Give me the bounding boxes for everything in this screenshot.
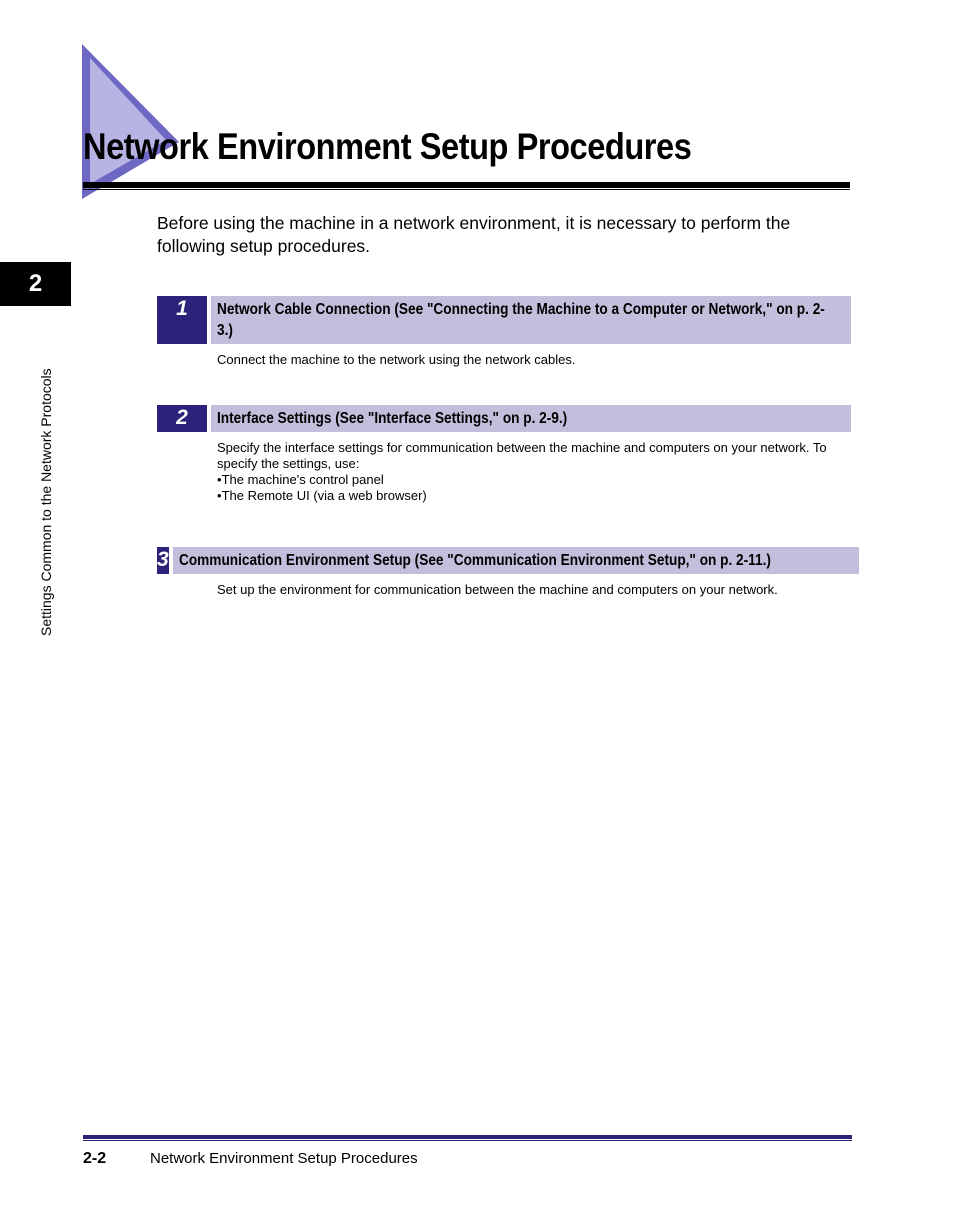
- intro-text: Before using the machine in a network environment, it is necessary to perform the following setup procedures.: [157, 213, 791, 256]
- decorative-triangle: [82, 44, 192, 204]
- step-number: 2: [157, 405, 207, 432]
- page-number: 2-2: [83, 1150, 107, 1167]
- chapter-side-label: Settings Common to the Network Protocols: [38, 368, 54, 636]
- list-item: • The machine's control panel: [217, 472, 851, 488]
- footer-section-title: Network Environment Setup Procedures: [150, 1150, 418, 1167]
- step-title[interactable]: [211, 405, 851, 432]
- footer-rule-thin: [83, 1140, 852, 1141]
- list-item: • The Remote UI (via a web browser): [217, 488, 851, 504]
- step-title[interactable]: [173, 547, 860, 574]
- chapter-tab: 2: [0, 262, 71, 306]
- step-body: [217, 440, 851, 504]
- step-description: Connect the machine to the network using the network cables.: [217, 352, 576, 367]
- page-title: Network Environment Setup Procedures: [83, 126, 692, 167]
- step-description: Specify the interface settings for communication between the machine and computers on your network. To specify the settings, use:: [217, 440, 827, 471]
- step-1: [157, 296, 851, 368]
- step-title-link[interactable]: Interface Settings (See "Interface Settings," on p. 2-9.): [217, 410, 568, 427]
- footer-rule: [83, 1135, 852, 1139]
- step-number: 3: [157, 547, 169, 574]
- step-number: 1: [157, 296, 207, 344]
- step-3: [157, 547, 851, 598]
- step-body: [217, 352, 851, 368]
- step-2: [157, 405, 851, 504]
- step-title[interactable]: [211, 296, 851, 344]
- step-description: Set up the environment for communication between the machine and computers on your network.: [217, 582, 778, 597]
- title-rule: [83, 182, 850, 188]
- step-title-link[interactable]: Network Cable Connection (See "Connecting the Machine to a Computer or Network," on p. 2-3.): [217, 301, 825, 339]
- step-title-link[interactable]: Communication Environment Setup (See "Communication Environment Setup," on p. 2-11.): [178, 552, 771, 569]
- title-rule-thin: [83, 189, 850, 190]
- step-body: [217, 582, 851, 598]
